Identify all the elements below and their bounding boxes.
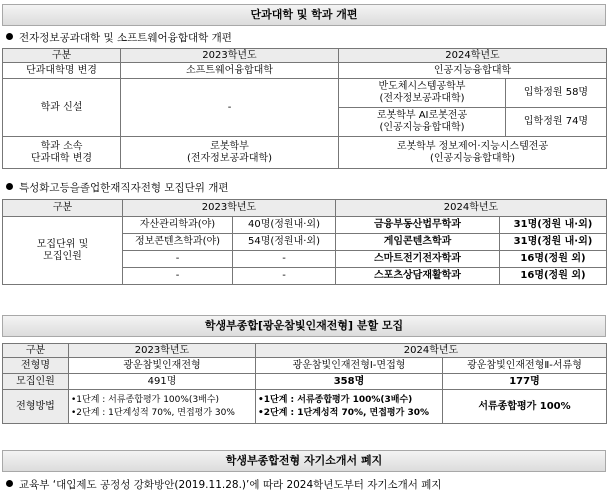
cell-2024-method-interview bbox=[256, 390, 443, 424]
cell-2024-quota: 16명(정원 외) bbox=[500, 251, 607, 268]
row-label-track: 전형명 bbox=[3, 358, 69, 374]
cell-2024-dept: 금융부동산법무학과 bbox=[336, 217, 500, 234]
cell-2024-dept: 스포츠상담재활학과 bbox=[336, 268, 500, 285]
cell-2023-dept: 자산관리학과(야) bbox=[123, 217, 233, 234]
row-label-method: 전형방법 bbox=[3, 390, 69, 424]
cell-quota-ai-robot: 입학정원 74명 bbox=[506, 108, 607, 137]
method-step-2: •2단계 : 1단계성적 70%, 면접평가 30% bbox=[71, 407, 235, 418]
col-header-2024: 2024학년도 bbox=[339, 49, 607, 63]
cell-2023-affiliation: 로봇학부 (전자정보공과대학) bbox=[121, 137, 339, 169]
cell-2023-quota: 40명(정원내·외) bbox=[233, 217, 336, 234]
cell-2023-quota: 491명 bbox=[69, 374, 256, 390]
bullet-text: 전자정보공과대학 및 소프트웨어융합대학 개편 bbox=[19, 32, 232, 44]
cell-2024-quota: 31명(정원 내·외) bbox=[500, 217, 607, 234]
col-header-gubun: 구분 bbox=[3, 49, 121, 63]
bullet-dot-icon bbox=[6, 183, 13, 190]
method-step-1: •1단계 : 서류종합평가 100%(3배수) bbox=[71, 394, 220, 405]
bullet-dot-icon bbox=[6, 480, 13, 487]
row-label-new-dept: 학과 신설 bbox=[3, 79, 121, 137]
section-title-self-intro: 학생부종합전형 자기소개서 폐지 bbox=[2, 450, 606, 472]
row-label-quota: 모집인원 bbox=[3, 374, 69, 390]
method-step-2: •2단계 : 1단계성적 70%, 면접평가 30% bbox=[258, 407, 429, 418]
cell-2023-rename: 소프트웨어융합대학 bbox=[121, 63, 339, 79]
cell-2024-quota: 31명(정원 내·외) bbox=[500, 234, 607, 251]
cell-2023-quota: - bbox=[233, 251, 336, 268]
col-header-2024: 2024학년도 bbox=[256, 344, 607, 358]
cell-new-dept-ai-robot: 로봇학부 AI로봇전공 (인공지능융합대학) bbox=[339, 108, 506, 137]
college-reorg-table bbox=[2, 48, 607, 169]
bullet-text: 교육부 ‘대입제도 공정성 강화방안(2019.11.28.)’에 따라 2024학년도부터 자기소개서 폐지 bbox=[19, 479, 442, 491]
cell-2024-quota-document: 177명 bbox=[443, 374, 607, 390]
cell-2024-method-document: 서류종합평가 100% bbox=[443, 390, 607, 424]
bullet-text: 특성화고등을졸업한재직자전형 모집단위 개편 bbox=[19, 182, 229, 194]
col-header-2024: 2024학년도 bbox=[336, 200, 607, 217]
section-title-dept-reorg: 단과대학 및 학과 개편 bbox=[2, 4, 606, 26]
cell-2023-dept: 정보콘텐츠학과(야) bbox=[123, 234, 233, 251]
bullet-self-intro bbox=[6, 478, 442, 492]
bullet-dot-icon bbox=[6, 33, 13, 40]
cell-2024-track-document: 광운참빛인재전형Ⅱ-서류형 bbox=[443, 358, 607, 374]
cell-quota-semiconductor: 입학정원 58명 bbox=[506, 79, 607, 108]
bullet-college-reorg bbox=[6, 31, 232, 45]
cell-2024-rename: 인공지능융합대학 bbox=[339, 63, 607, 79]
cell-2024-dept: 스마트전기전자학과 bbox=[336, 251, 500, 268]
cell-2023-new-dept: - bbox=[121, 79, 339, 137]
col-header-2023: 2023학년도 bbox=[69, 344, 256, 358]
cell-new-dept-semiconductor: 반도체시스템공학부 (전자정보공과대학) bbox=[339, 79, 506, 108]
row-label-affiliation: 학과 소속 단과대학 변경 bbox=[3, 137, 121, 169]
cell-2023-quota: - bbox=[233, 268, 336, 285]
row-label-rename: 단과대학명 변경 bbox=[3, 63, 121, 79]
cell-2023-dept: - bbox=[123, 251, 233, 268]
cell-2023-track: 광운참빛인재전형 bbox=[69, 358, 256, 374]
split-recruit-table bbox=[2, 343, 607, 424]
col-header-gubun: 구분 bbox=[3, 344, 69, 358]
cell-2023-dept: - bbox=[123, 268, 233, 285]
col-header-2023: 2023학년도 bbox=[123, 200, 336, 217]
cell-2023-quota: 54명(정원내·외) bbox=[233, 234, 336, 251]
bullet-worker-admission bbox=[6, 181, 229, 195]
col-header-gubun: 구분 bbox=[3, 200, 123, 217]
method-step-1: •1단계 : 서류종합평가 100%(3배수) bbox=[258, 394, 413, 405]
worker-admission-table bbox=[2, 199, 607, 285]
col-header-2023: 2023학년도 bbox=[121, 49, 339, 63]
section-title-split-recruit: 학생부종합[광운참빛인재전형] 분할 모집 bbox=[2, 315, 606, 337]
cell-2024-quota: 16명(정원 외) bbox=[500, 268, 607, 285]
cell-2024-track-interview: 광운참빛인재전형Ⅰ-면접형 bbox=[256, 358, 443, 374]
cell-2024-quota-interview: 358명 bbox=[256, 374, 443, 390]
cell-2023-method bbox=[69, 390, 256, 424]
cell-2024-affiliation: 로봇학부 정보제어·지능시스템전공 (인공지능융합대학) bbox=[339, 137, 607, 169]
row-label-units: 모집단위 및 모집인원 bbox=[3, 217, 123, 285]
cell-2024-dept: 게임콘텐츠학과 bbox=[336, 234, 500, 251]
